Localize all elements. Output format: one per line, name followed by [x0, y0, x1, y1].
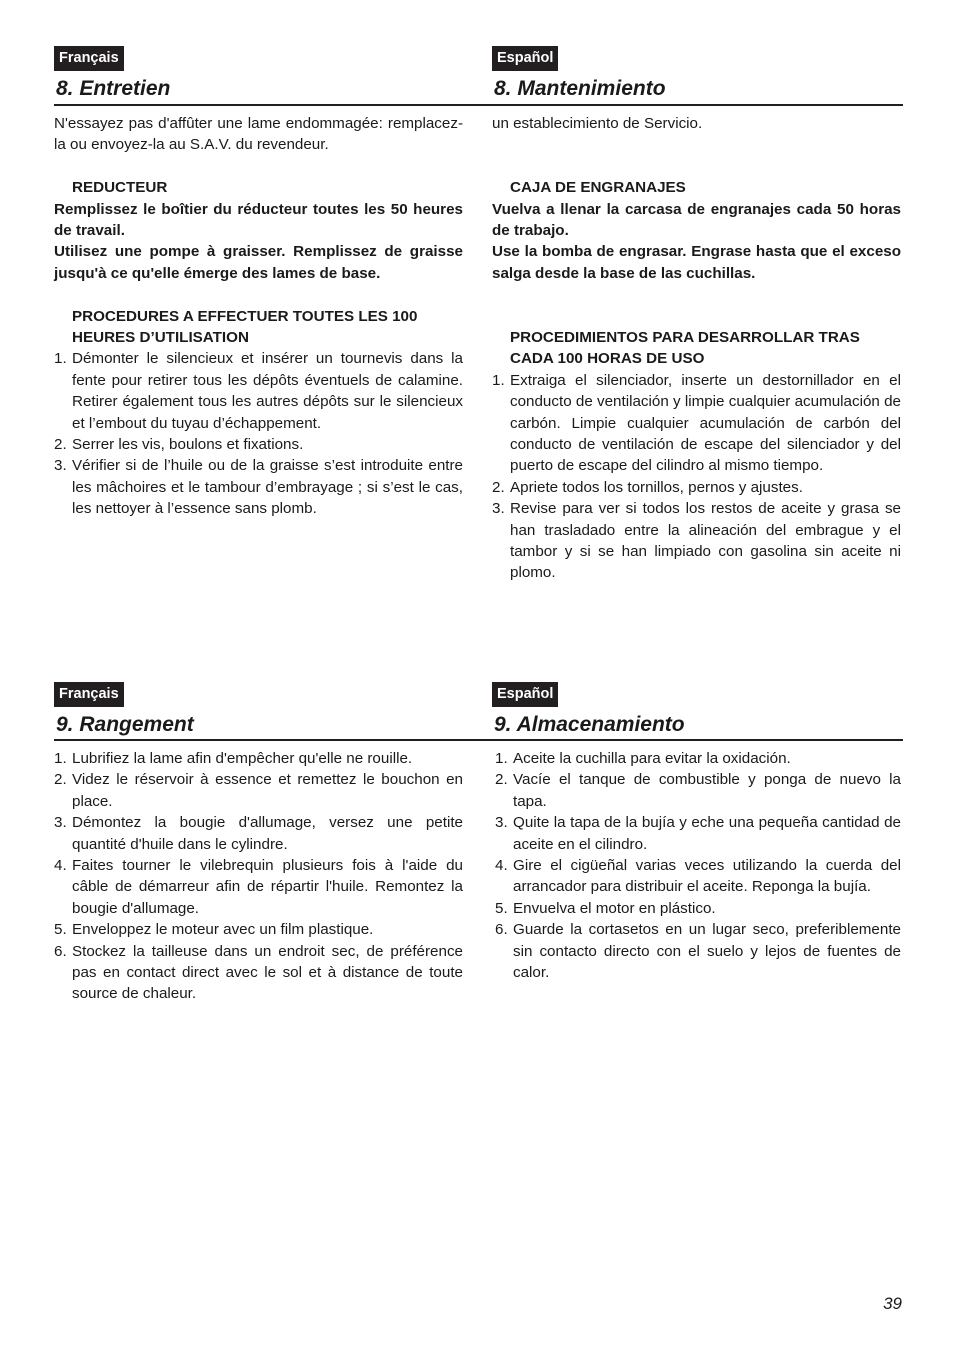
language-tag: Français: [54, 46, 124, 71]
list-item: 6. Stockez la tailleuse dans un endroit sec, de préférence pas en contact direct avec le sol et à distance de toute source de chaleur.: [54, 942, 463, 1003]
reducer-heading: REDUCTEUR: [72, 179, 168, 197]
list-item: 3. Vérifier si de l’huile ou de la graisse s’est introduite entre les mâchoires et le tambour d’embrayage ; si s’est le cas, les nettoyer à l’essence sans plomb.: [54, 457, 463, 518]
list-item: 4. Gire el cigüeñal varias veces utilizando la cuerda del arrancador para distribuir el aceite. Reponga la bujía.: [495, 857, 901, 896]
list-item: 1. Extraiga el silenciador, inserte un destornillador en el conducto de ventilación y limpie cualquier acumulación de carbón. Limpie cualquier acumulación de carbón del conducto de ventilación de escape del silenciador y del puerto de escape del cilindro al mismo tiempo.: [492, 371, 901, 475]
procedure-heading: PROCEDIMIENTOS PARA DESARROLLAR TRAS CADA 100 HORAS DE USO: [510, 329, 860, 368]
list-item: 1. Démonter le silencieux et insérer un tournevis dans la fente pour retirer tous les dépôts éventuels de calamine. Retirer également tous les autres dépôts sur le silencieux et l’embout du tuyau d’échappement.: [54, 350, 463, 432]
list-item: 3. Quite la tapa de la bujía y eche una pequeña cantidad de aceite en el cilindro.: [495, 814, 901, 853]
procedure-heading: PROCEDURES A EFFECTUER TOUTES LES 100 HEURES D’UTILISATION: [72, 307, 418, 347]
section-divider: [54, 104, 903, 106]
language-tag: Français: [54, 682, 124, 707]
storage-list: [54, 748, 463, 1005]
page-number: 39: [883, 1294, 902, 1313]
procedure-list: [54, 348, 463, 519]
list-item: 3. Revise para ver si todos los restos de aceite y grasa se han trasladado entre la alineación del embrague y el tambor y si se han limpiado con gasolina sin aceite ni plomo.: [492, 500, 901, 582]
language-tag: Español: [492, 682, 558, 707]
reducer-paragraph-2: Use la bomba de engrasar. Engrase hasta que el exceso salga desde la base de las cuchillas.: [492, 243, 901, 282]
procedure-list: [492, 370, 901, 584]
section-title: 9. Rangement: [56, 713, 194, 736]
storage-list: [495, 748, 901, 983]
section-title: 9. Almacenamiento: [494, 713, 685, 736]
reducer-paragraph-2: Utilisez une pompe à graisser. Remplissez de graisse jusqu'à ce qu'elle émerge des lames de base.: [54, 243, 463, 282]
list-item: 5. Envuelva el motor en plástico.: [495, 899, 716, 917]
language-tag: Español: [492, 46, 558, 71]
list-item: 2. Serrer les vis, boulons et fixations.: [54, 436, 304, 454]
list-item: 2. Vacíe el tanque de combustible y ponga de nuevo la tapa.: [495, 771, 901, 810]
list-item: 6. Guarde la cortasetos en un lugar seco, preferiblemente sin contacto directo con el suelo y lejos de fuentes de calor.: [495, 921, 901, 982]
section-divider: [54, 739, 903, 741]
list-item: 2. Videz le réservoir à essence et remettez le bouchon en place.: [54, 771, 463, 810]
reducer-paragraph-1: Vuelva a llenar la carcasa de engranajes cada 50 horas de trabajo.: [492, 200, 901, 239]
list-item: 1. Lubrifiez la lame afin d'empêcher qu'elle ne rouille.: [54, 750, 413, 767]
reducer-paragraph-1: Remplissez le boîtier du réducteur toutes les 50 heures de travail.: [54, 200, 463, 240]
intro-paragraph: N'essayez pas d'affûter une lame endommagée: remplacez-la ou envoyez-la au S.A.V. du revendeur.: [54, 115, 463, 154]
intro-paragraph: un establecimiento de Servicio.: [492, 115, 703, 132]
list-item: 5. Enveloppez le moteur avec un film plastique.: [54, 921, 374, 939]
section-title: 8. Entretien: [56, 77, 171, 100]
reducer-heading: CAJA DE ENGRANAJES: [510, 179, 686, 197]
list-item: 3. Démontez la bougie d'allumage, versez une petite quantité d'huile dans le cylindre.: [54, 814, 463, 853]
list-item: 4. Faites tourner le vilebrequin plusieurs fois à l'aide du câble de démarreur afin de répartir l'huile. Remontez la bougie d'allumage.: [54, 857, 463, 917]
list-item: 1. Aceite la cuchilla para evitar la oxidación.: [495, 750, 791, 767]
section-title: 8. Mantenimiento: [494, 77, 666, 100]
list-item: 2. Apriete todos los tornillos, pernos y ajustes.: [492, 478, 803, 496]
